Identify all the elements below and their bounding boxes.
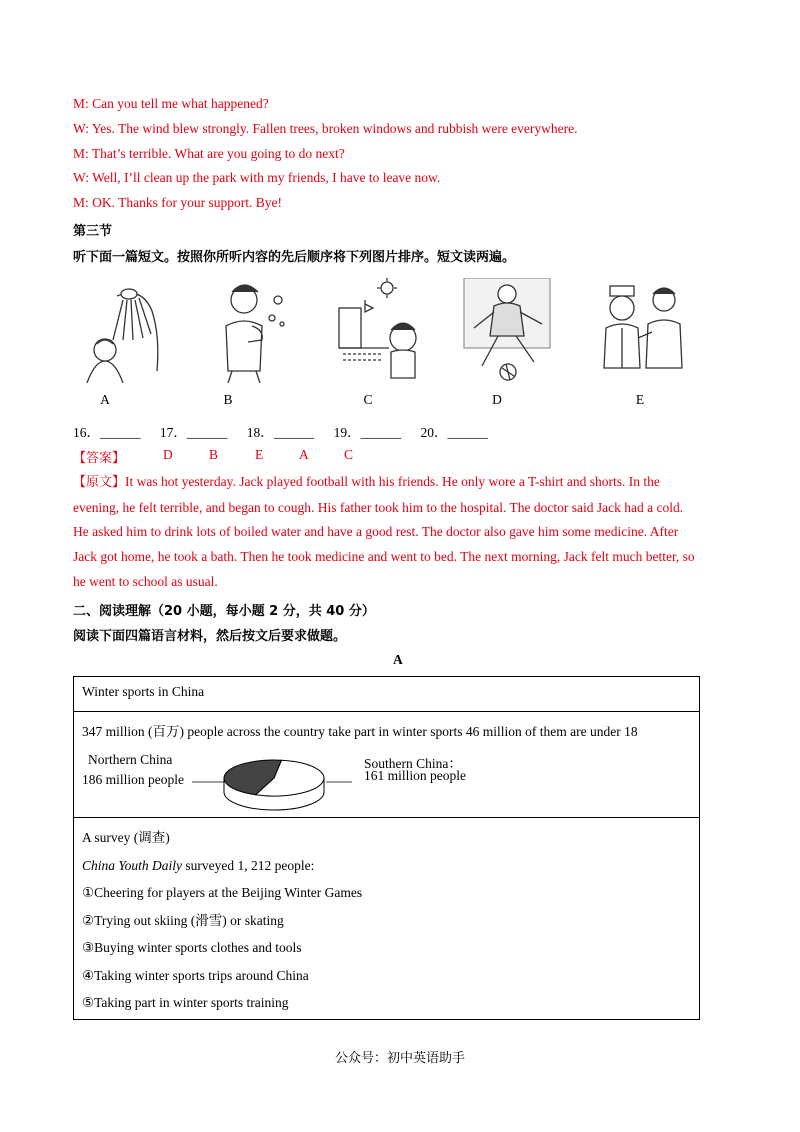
table-title: Winter sports in China <box>74 677 700 712</box>
answer-value: D <box>163 447 173 462</box>
answer-label: 【答案】 <box>73 451 126 466</box>
blank-19[interactable]: 19．______ <box>333 425 402 440</box>
section-instruction: 听下面一篇短文。按照你所听内容的先后顺序将下列图片排序。短文读两遍。 <box>73 250 516 265</box>
blank-20[interactable]: 20．______ <box>420 425 488 440</box>
picture-letter: E <box>635 392 645 407</box>
survey-item: ②Trying out skiing (滑雪) or skating <box>82 912 284 928</box>
survey-item: ①Cheering for players at the Beijing Winter Games <box>82 885 363 900</box>
winter-sports-table <box>73 676 700 1020</box>
blank-16[interactable]: 16．______ <box>73 425 141 440</box>
blank-17[interactable]: 17．______ <box>159 425 228 440</box>
part2-instruction: 阅读下面四篇语言材料，然后按文后要求做题。 <box>73 629 347 644</box>
section-title: 第三节 <box>73 224 113 239</box>
original-line: he went to school as usual. <box>73 573 218 589</box>
dialogue-line: M: Can you tell me what happened? <box>73 96 269 111</box>
boy-outdoors-picture <box>335 278 425 383</box>
survey-source: China Youth Daily <box>82 857 183 873</box>
answer-value: B <box>209 447 219 462</box>
part2-heading: 二、阅读理解（20 小题，每小题 2 分，共 40 分） <box>73 604 375 619</box>
picture-letter: C <box>363 392 373 407</box>
stats-text: 347 million (百万) people across the country take part in winter sports 46 million of them are under 18 <box>82 724 638 739</box>
answer-blanks <box>73 421 504 441</box>
football-players-picture <box>462 278 552 383</box>
survey-title: A survey (调查) <box>82 830 170 845</box>
south-value: 161 million people <box>364 768 466 783</box>
stats-cell <box>74 712 700 818</box>
answer-value: E <box>255 447 264 462</box>
original-line: It was hot yesterday. Jack played football with his friends. He only wore a T-shirt and shorts. In the <box>125 474 660 489</box>
original-line: Jack got home, he took a bath. Then he took medicine and went to bed. The next morning, Jack felt much better, so <box>73 549 695 565</box>
original-label: 【原文】 <box>73 475 126 490</box>
dialogue-line: M: OK. Thanks for your support. Bye! <box>73 195 282 210</box>
picture-letter: B <box>223 392 233 407</box>
doctor-patient-picture <box>600 278 690 383</box>
survey-description: surveyed 1, 212 people: <box>182 857 315 873</box>
answer-value: C <box>344 447 354 462</box>
picture-letter: D <box>492 392 502 407</box>
answer-row <box>73 447 354 466</box>
north-value: 186 million people <box>82 772 184 787</box>
original-line: He asked him to drink lots of boiled water and have a good rest. The doctor also gave him some medicine. After <box>73 524 679 540</box>
original-line: evening, he felt terrible, and began to cough. His father took him to the hospital. The doctor said Jack had a cold. <box>73 499 684 515</box>
dialogue-line: W: Yes. The wind blew strongly. Fallen trees, broken windows and rubbish were everywhere. <box>73 121 578 136</box>
survey-item: ⑤Taking part in winter sports training <box>82 995 289 1010</box>
answer-value: A <box>299 447 309 462</box>
dialogue-line: M: That’s terrible. What are you going to do next? <box>73 146 345 161</box>
survey-item: ④Taking winter sports trips around China <box>82 967 309 983</box>
north-label: Northern China <box>88 752 173 767</box>
dialogue-line: W: Well, I’ll clean up the park with my friends, I have to leave now. <box>73 170 441 185</box>
passage-label: A <box>393 652 403 667</box>
picture-letter: A <box>100 392 110 407</box>
survey-cell <box>74 818 700 1020</box>
coughing-boy-picture <box>196 278 286 383</box>
footer-text: 公众号：初中英语助手 <box>334 1051 465 1066</box>
original-text <box>73 470 733 595</box>
south-label: Southern China： <box>364 756 462 771</box>
shower-picture <box>77 278 167 383</box>
blank-18[interactable]: 18．______ <box>246 425 315 440</box>
survey-item: ③Buying winter sports clothes and tools <box>82 940 302 955</box>
survey-source-line <box>82 852 691 880</box>
pie-chart <box>192 742 356 812</box>
